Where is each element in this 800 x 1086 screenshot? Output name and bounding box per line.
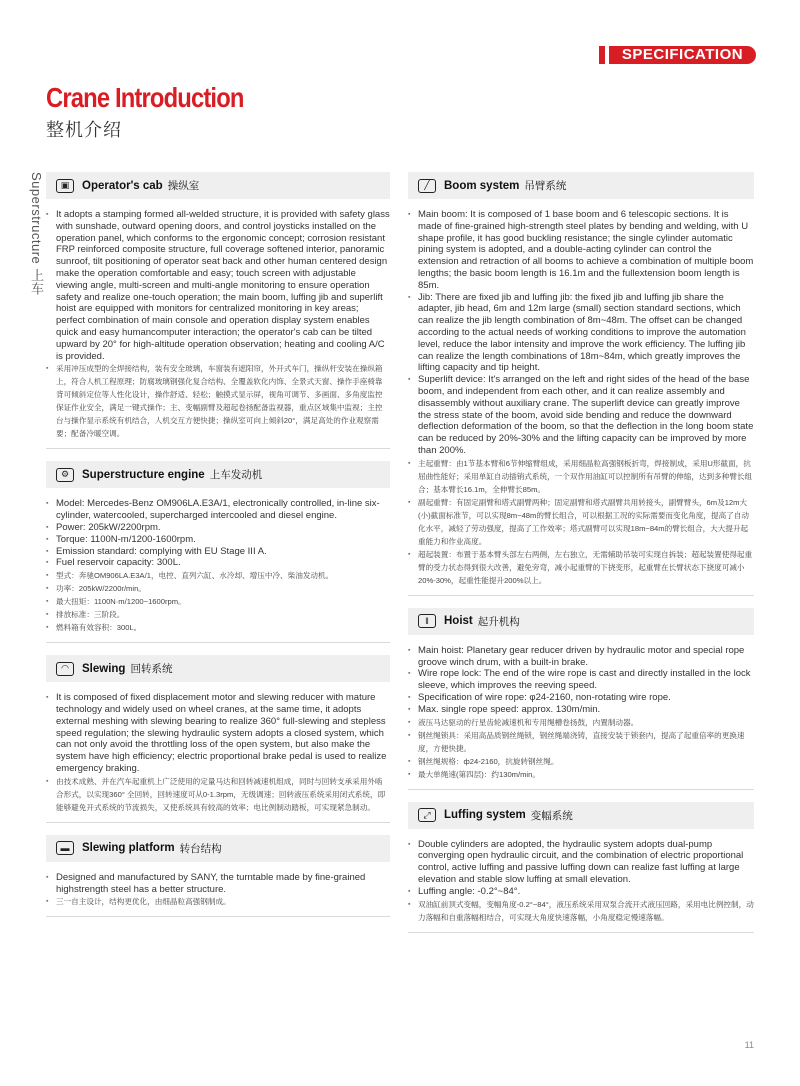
left-column <box>46 172 390 929</box>
section-boom-system <box>408 172 754 596</box>
spec-item-cn: ▪ 燃料箱有效容积：300L。 <box>46 621 390 634</box>
section-divider <box>46 642 390 643</box>
spec-list <box>408 645 754 781</box>
spec-list <box>46 872 390 909</box>
spec-item-cn: ▪ 排放标准：三阶段。 <box>46 608 390 621</box>
badge-label: SPECIFICATION <box>609 46 756 64</box>
section-title: Luffing system <box>444 809 526 822</box>
platform-icon: ▬ <box>56 841 74 855</box>
section-luffing-system <box>408 802 754 933</box>
spec-item: ▪ Luffing angle: -0.2°~84°. <box>408 886 754 898</box>
section-title-cn: 起升机构 <box>477 615 520 628</box>
engine-icon: ⚙ <box>56 468 74 482</box>
spec-item: ▪ It adopts a stamping formed all-welded structure, it is provided with safety glass with sunshade, outward opening doors, and control joysticks installed on the operation panel, which conforms to the ergonomic concept; corrosion resistant FRP reinforced composite structure, full coverage softened interior, panoramic sunroof, tilt positioning of operator seat back and other human centered design make the operation comfortable and easy; touch screen with adjustable viewing angle, multi-screen and multi-angle monitoring to ensure operation safety and realize one-touch operation; the main boom, luffing jib and superlift hoist are equipped with monitors for centralized monitoring in key areas; perfect combination of main console and operation display system enables quick and easy humancomputer interaction; the operator's cab can be tilted upward by 20° for high-altitude operation observation; heating and cooling A/C is provided. <box>46 209 390 362</box>
spec-list <box>408 839 754 924</box>
section-slewing-platform <box>46 835 390 918</box>
section-header <box>408 608 754 635</box>
spec-item: ▪ Main boom: It is composed of 1 base boom and 6 telescopic sections. It is made of fine-grained high-strength steel plates by bending and welding, with U shape profile, it has good buckling resistance; the single cylinder automatic pining system is adopted, and a double-acting cylinder can control the extension and retraction of all booms to achieve a combination of multiple boom lengths; the basic boom length is 16.1m and the fullextension boom length is 85m. <box>408 209 754 292</box>
spec-item: ▪ Double cylinders are adopted, the hydraulic system adopts dual-pump converging open hydraulic circuit, and the combination of electric proportional control, active luffing and passive luffing down can realize fast luffing at large elevation and stable slow luffing at small elevation. <box>408 839 754 886</box>
section-header <box>408 802 754 829</box>
spec-item: ▪ Power: 205kW/2200rpm. <box>46 522 390 534</box>
spec-item: ▪ Fuel reservoir capacity: 300L. <box>46 557 390 569</box>
boom-icon: ╱ <box>418 179 436 193</box>
section-title: Slewing <box>82 662 126 675</box>
section-operator-s-cab <box>46 172 390 449</box>
section-divider <box>46 448 390 449</box>
spec-item: ▪ Emission standard: complying with EU Stage III A. <box>46 546 390 558</box>
section-title: Hoist <box>444 615 473 628</box>
section-divider <box>408 595 754 596</box>
section-title-cn: 吊臂系统 <box>524 180 567 192</box>
spec-item-cn: ▪ 钢丝绳锁具：采用高品质钢丝绳锁，钢丝绳端浇铸，直接安装于锁套内，提高了起重倍率的更换速度，方便快捷。 <box>408 729 754 755</box>
spec-list <box>46 209 390 440</box>
page-title-cn: 整机介绍 <box>46 120 122 140</box>
section-title-cn: 回转系统 <box>130 663 173 676</box>
page-number: 11 <box>744 1040 754 1050</box>
slewing-icon: ◠ <box>56 662 74 676</box>
spec-item-cn: ▪ 功率：205kW/2200r/min。 <box>46 582 390 595</box>
spec-item-cn: ▪ 超起装置：布置于基本臂头部左右两侧，左右独立，无需辅助吊装可实现自拆装；超起装置使得起重臂的受力状态得到很大改善，避免旁弯，减小起重臂的下挠变形，起重臂在长臂状态下挠度可减小20%-30%，起重性能提升200%以上。 <box>408 548 754 587</box>
section-slewing <box>46 655 390 823</box>
section-divider <box>46 822 390 823</box>
specification-badge <box>599 46 756 64</box>
spec-item: ▪ Jib: There are fixed jib and luffing jib: the fixed jib and luffing jib share the adapter, jib head, 6m and 12m large (small) section standard sections, which can realize the jib length combination of 8m~48m. The offset can be changed according to the actual needs of working conditions to improve the automation level, reduce the labor intensity and improve the work efficiency. The luffing jib can realize the length combinations of 18m~84m, which greatly improves the lifting capacity and tip height. <box>408 292 754 375</box>
spec-item-cn: ▪ 主起重臂：由1节基本臂和6节伸缩臂组成，采用细晶粒高强钢板折弯，焊接制成，采用U形截面，抗屈曲性能好；采用单缸自动插销式系统，一个双作用油缸可以控制所有吊臂的伸缩，达到多种臂长组合；基本臂长16.1m，全伸臂长85m。 <box>408 457 754 496</box>
spec-item-cn: ▪ 最大扭矩：1100N·m/1200~1600rpm。 <box>46 595 390 608</box>
luffing-icon: ⤢ <box>418 808 436 822</box>
section-hoist <box>408 608 754 790</box>
section-header <box>46 655 390 682</box>
spec-item-cn: ▪ 由技术成熟、并在汽车起重机上广泛使用的定量马达和回转减速机组成，同时与回转支承采用外啮合形式，以实现360° 全回转，回转速度可从0-1.3rpm，无级调速；回转液压系统采用闭式系统，即能够避免开式系统的节流损失，又使系统具有较高的效率；电比例制动踏板，可实现紧急制动。 <box>46 775 390 814</box>
spec-list <box>46 692 390 814</box>
section-header <box>46 172 390 199</box>
spec-item-cn: ▪ 钢丝绳规格：ф24-2160，抗旋转钢丝绳。 <box>408 755 754 768</box>
badge-bar <box>599 46 605 64</box>
section-title-cn: 操纵室 <box>167 180 200 192</box>
hoist-icon: ‖ <box>418 614 436 628</box>
section-divider <box>46 916 390 917</box>
section-title-cn: 变幅系统 <box>530 809 573 822</box>
side-label: Superstructure 上车 <box>29 172 44 296</box>
section-title: Operator's cab <box>82 179 163 192</box>
section-divider <box>408 932 754 933</box>
spec-item-cn: ▪ 采用冲压成型的全焊接结构，装有安全玻璃，车窗装有遮阳帘，外开式车门，操纵杆安装在操纵箱上，符合人机工程原理；防腐玻璃钢强化复合结构、全覆盖软化内饰、全景式天窗、操作手座椅靠背可倾斜定位等人性化设计，操作舒适、轻松；触摸式显示屏，视角可调节、多画面、多角度监控保证作业安全，满足一键式操作；主、变幅副臂及超起卷扬配备监视器，重点区域集中监视；主控台与操作显示系统有机结合，人机交互方便快捷；操纵室可向上倾斜20°，满足高处的作业观察需要；配备冷暖空调。 <box>46 362 390 440</box>
cab-icon: ▣ <box>56 179 74 193</box>
spec-item: ▪ Torque: 1100N-m/1200-1600rpm. <box>46 534 390 546</box>
spec-item: ▪ Main hoist: Planetary gear reducer driven by hydraulic motor and special rope groove winch drum, with a built-in brake. <box>408 645 754 669</box>
spec-item-cn: ▪ 三一自主设计，结构更优化，由细晶粒高强钢制成。 <box>46 895 390 908</box>
spec-item: ▪ Wire rope lock: The end of the wire rope is cast and directly installed in the lock sleeve, which improves the reeving speed. <box>408 668 754 692</box>
section-header <box>46 461 390 488</box>
page-title: Crane Introduction <box>46 82 244 113</box>
section-title: Boom system <box>444 179 520 192</box>
spec-item-cn: ▪ 双油缸前顶式变幅，变幅角度-0.2°~84°，液压系统采用双泵合流开式液压回路，采用电比例控制，动力落幅和自重落幅相结合，可实现大角度快速落幅，小角度稳定慢速落幅。 <box>408 898 754 924</box>
section-title: Slewing platform <box>82 842 175 855</box>
section-divider <box>408 789 754 790</box>
spec-list <box>408 209 754 587</box>
spec-item-cn: ▪ 液压马达驱动的行星齿轮减速机和专用绳槽卷扬鼓，内置制动器。 <box>408 716 754 729</box>
section-title-cn: 转台结构 <box>179 842 222 855</box>
spec-item: ▪ It is composed of fixed displacement motor and slewing reducer with mature technology and widely used on wheel cranes, at the same time, it adopts external meshing with slewing bearing to realize 360° full-slewing and stepless speed regulation; the slewing hydraulic system adopts a closed system, which can not only avoid the throttling loss of the open system, but also make the system have high efficiency; electric proportional brake pedal is used to realize emergency braking. <box>46 692 390 775</box>
section-header <box>408 172 754 199</box>
section-header <box>46 835 390 862</box>
spec-item-cn: ▪ 型式：奔驰OM906LA.E3A/1，电控、直列六缸、水冷却、增压中冷、柴油发动机。 <box>46 569 390 582</box>
spec-item-cn: ▪ 最大单绳速(第四层)：约130m/min。 <box>408 768 754 781</box>
section-title: Superstructure engine <box>82 468 205 481</box>
section-superstructure-engine <box>46 461 390 643</box>
spec-item: ▪ Specification of wire rope: φ24-2160, non-rotating wire rope. <box>408 692 754 704</box>
spec-list <box>46 498 390 634</box>
spec-item-cn: ▪ 副起重臂：有固定副臂和塔式副臂两种；固定副臂和塔式副臂共用转接头，副臂臂头，6m及12m大(小)截面标准节，可以实现8m~48m的臂长组合，可以根据工况的实际需要而变化角度，提高了自动化水平，减轻了劳动强度，提高了工作效率；塔式副臂可以实现18m~84m的臂长组合，大大提升起重能力和作业高度。 <box>408 496 754 548</box>
right-column <box>408 172 754 945</box>
spec-item: ▪ Designed and manufactured by SANY, the turntable made by fine-grained highstrength steel has a better structure. <box>46 872 390 896</box>
spec-item: ▪ Max. single rope speed: approx. 130m/min. <box>408 704 754 716</box>
spec-item: ▪ Model: Mercedes-Benz OM906LA.E3A/1, electronically controlled, in-line six-cylinder, watercooled, supercharged intercooled and diesel engine. <box>46 498 390 522</box>
section-title-cn: 上车发动机 <box>209 469 263 482</box>
spec-item: ▪ Superlift device: It's arranged on the left and right sides of the head of the base boom, and independent from each other, and it can realize assembly and disassembly without auxiliary crane. The superlift device can greatly improve the stress state of the boom, avoid side bending and reduce the downward deflection deformation of the boom, so that the deflection in the long boom state can be reduced by 20%-30% and the lifting capacity can be improved by more than 200%. <box>408 374 754 457</box>
